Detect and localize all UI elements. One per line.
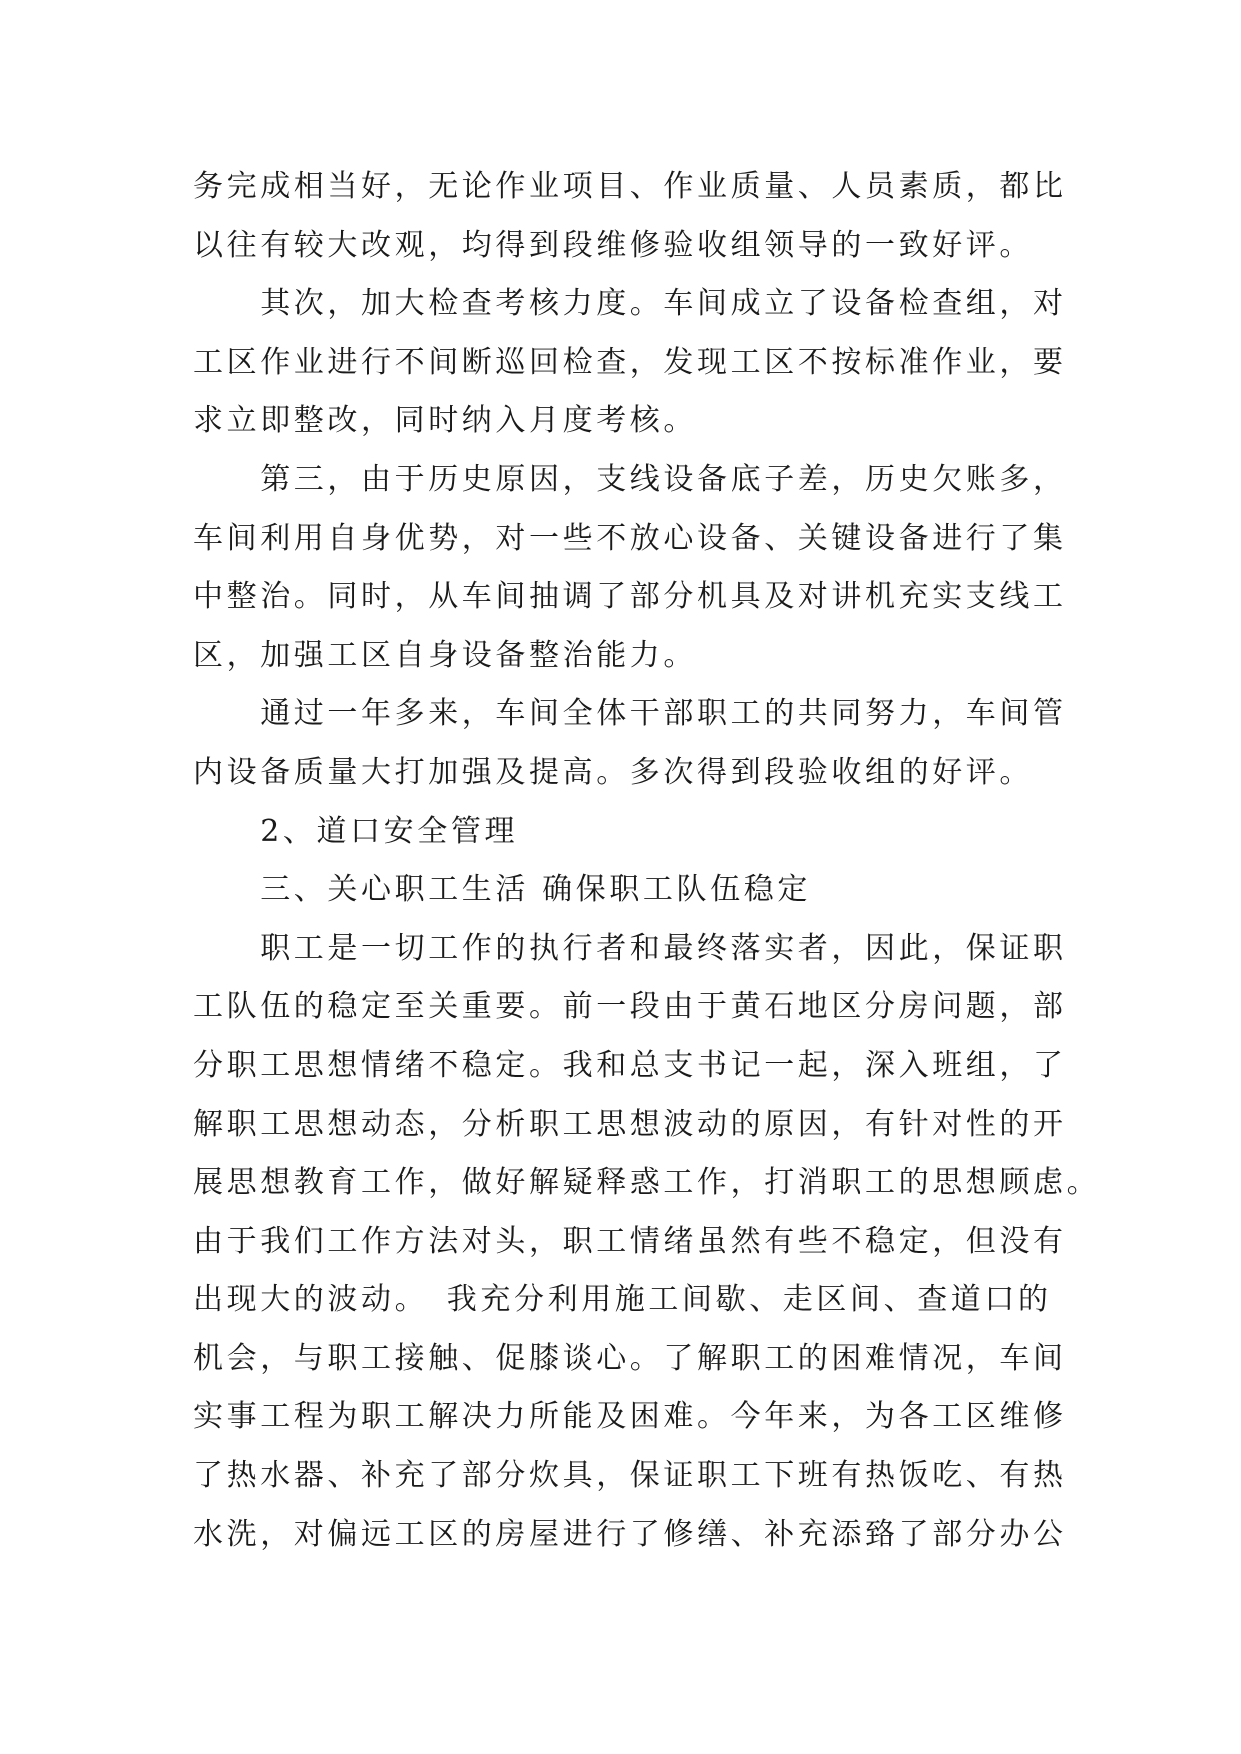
text-line: 第三，由于历史原因，支线设备底子差，历史欠账多，: [193, 461, 1067, 497]
text-line: 了热水器、补充了部分炊具，保证职工下班有热饭吃、有热: [193, 1458, 1067, 1494]
text-line: 职工是一切工作的执行者和最终落实者，因此，保证职: [193, 930, 1067, 966]
section-heading: 三、关心职工生活 确保职工队伍稳定: [193, 872, 811, 908]
text-line: 工区作业进行不间断巡回检查，发现工区不按标准作业，要: [193, 344, 1067, 380]
text-line: 中整治。同时，从车间抽调了部分机具及对讲机充实支线工: [193, 579, 1067, 615]
section-heading: 2、道口安全管理: [193, 813, 519, 849]
text-line: 出现大的波动。 我充分利用施工间歇、走区间、查道口的: [193, 1282, 1052, 1318]
text-line: 实事工程为职工解决力所能及困难。今年来，为各工区维修: [193, 1399, 1067, 1435]
text-line: 水洗，对偏远工区的房屋进行了修缮、补充添臵了部分办公: [193, 1516, 1067, 1552]
text-line: 分职工思想情绪不稳定。我和总支书记一起，深入班组，了: [193, 1047, 1067, 1083]
text-line: 车间利用自身优势，对一些不放心设备、关键设备进行了集: [193, 520, 1067, 556]
text-line: 由于我们工作方法对头，职工情绪虽然有些不稳定，但没有: [193, 1223, 1067, 1259]
text-line: 求立即整改，同时纳入月度考核。: [193, 403, 697, 439]
text-line: 其次，加大检查考核力度。车间成立了设备检查组，对: [193, 286, 1067, 322]
text-line: 解职工思想动态，分析职工思想波动的原因，有针对性的开: [193, 1106, 1067, 1142]
text-line: 区，加强工区自身设备整治能力。: [193, 637, 697, 673]
text-line: 内设备质量大打加强及提高。多次得到段验收组的好评。: [193, 754, 1033, 790]
text-line: 通过一年多来，车间全体干部职工的共同努力，车间管: [193, 696, 1067, 732]
text-line: 以往有较大改观，均得到段维修验收组领导的一致好评。: [193, 227, 1033, 263]
text-line: 务完成相当好，无论作业项目、作业质量、人员素质，都比: [193, 169, 1067, 204]
document-body: [193, 158, 1101, 1564]
text-line: 工队伍的稳定至关重要。前一段由于黄石地区分房问题，部: [193, 989, 1067, 1025]
text-line: 展思想教育工作，做好解疑释惑工作，打消职工的思想顾虑。: [193, 1165, 1101, 1201]
text-line: 机会，与职工接触、促膝谈心。了解职工的困难情况，车间: [193, 1340, 1067, 1376]
